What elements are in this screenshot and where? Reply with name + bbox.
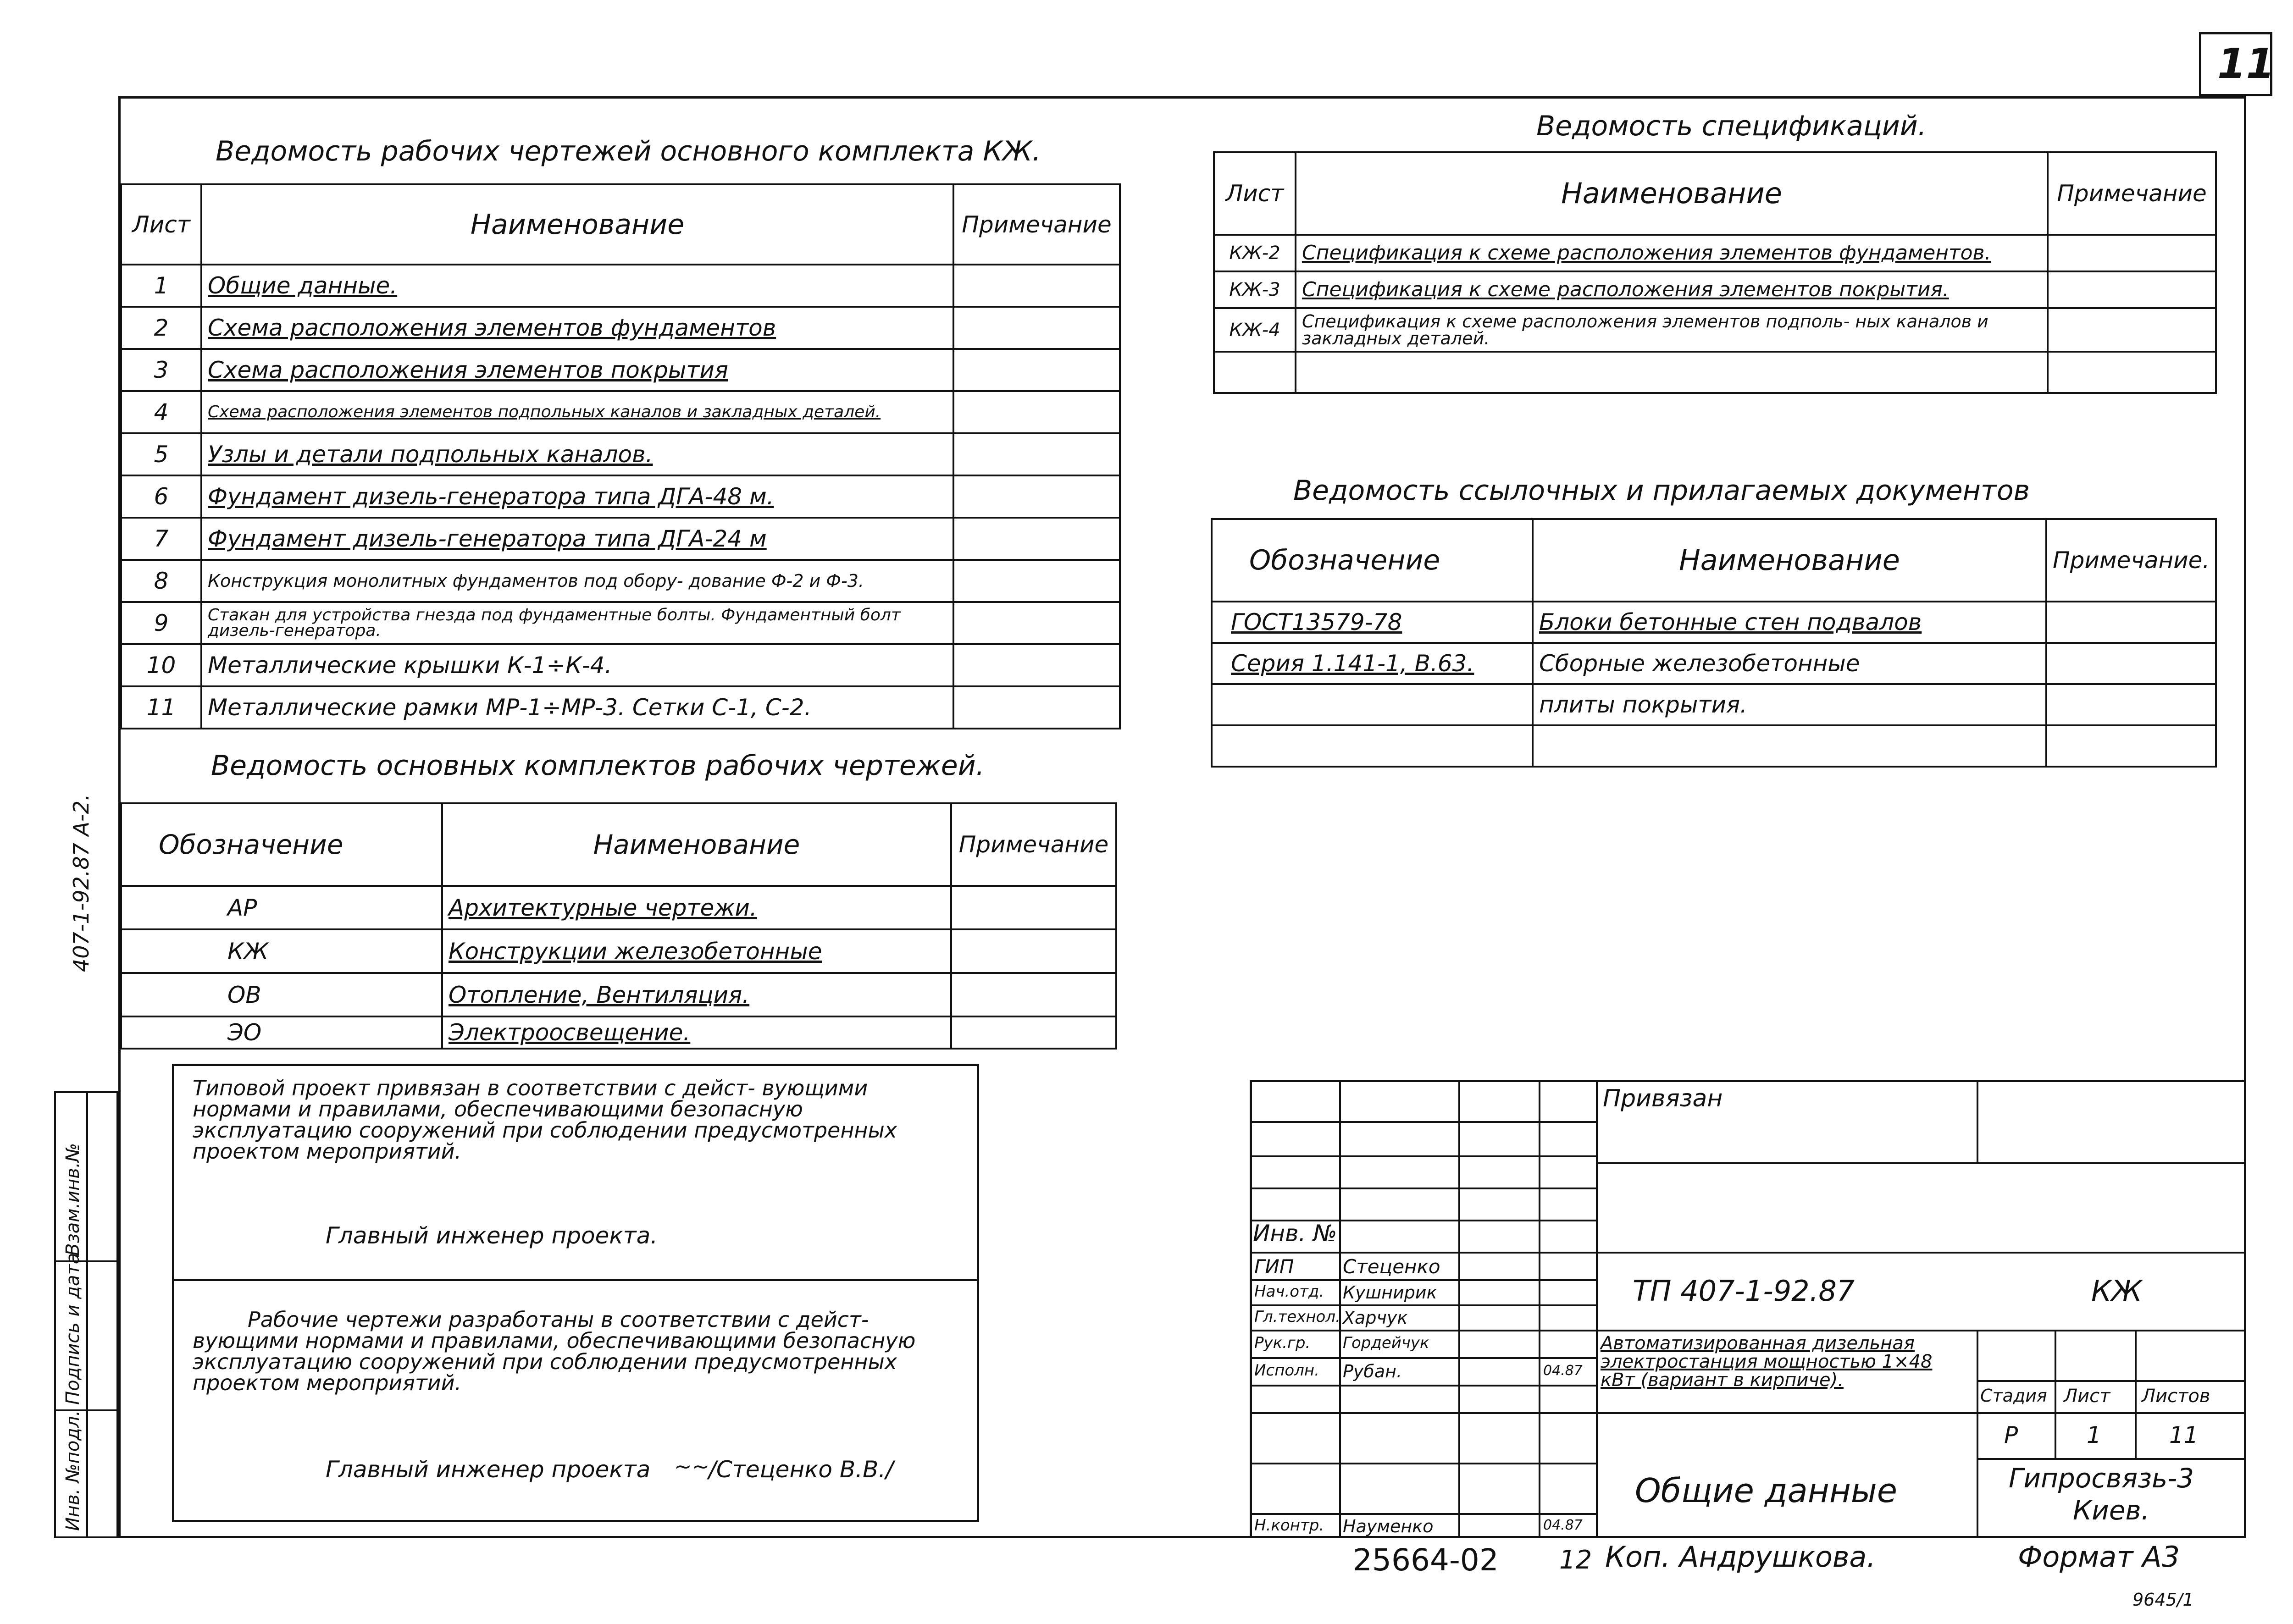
t1-h-name: Наименование [201, 184, 953, 265]
t1-row-note [953, 518, 1120, 560]
stamp-role-name: Рубан. [1343, 1361, 1402, 1381]
stamp-sheets-h: Листов [2142, 1386, 2210, 1407]
t4-row-name [1533, 725, 2046, 767]
stamp-inv: Инв. № [1253, 1220, 1337, 1247]
stamp-mark: КЖ [2091, 1274, 2142, 1308]
note2-sign: Главный инженер проекта [326, 1456, 651, 1483]
side-code: 407-1-92.87 А-2. [69, 794, 94, 972]
t3-h-name: Наименование [1296, 152, 2048, 235]
t4-row-name: Блоки бетонные стен подвалов [1533, 602, 2046, 643]
t3-row-sheet: КЖ-3 [1214, 271, 1296, 308]
t2-row-note [951, 929, 1116, 973]
t2-row-name: Конструкции железобетонные [442, 929, 951, 973]
t2-row-note [951, 886, 1116, 929]
t1-row-name: Конструкция монолитных фундаментов под обору- дование Ф-2 и Ф-3. [201, 560, 953, 602]
t3-row-name: Спецификация к схеме расположения элементов подполь- ных каналов и закладных деталей. [1296, 308, 2048, 352]
t1-row-note [953, 644, 1120, 686]
t4-row-name: Сборные железобетонные [1533, 643, 2046, 684]
t1-row-name: Узлы и детали подпольных каналов. [201, 433, 953, 475]
t1-row-sheet: 6 [121, 475, 201, 518]
t3-row-sheet [1214, 352, 1296, 393]
t3-row-name [1296, 352, 2048, 393]
strip-inv-podl: Инв. №подл. [62, 1410, 83, 1531]
t1-row-name: Металлические рамки МР-1÷МР-3. Сетки С-1, С-2. [201, 686, 953, 729]
t3-row-note [2048, 235, 2216, 271]
t1-row-sheet: 1 [121, 265, 201, 307]
t2-h-note: Примечание [951, 803, 1116, 886]
stamp-org2: Киев. [2073, 1495, 2150, 1526]
t4-h-name: Наименование [1533, 519, 2046, 602]
t4-table [1211, 518, 2217, 768]
t2-row-code: ЭО [121, 1016, 442, 1049]
t3-table [1213, 151, 2217, 394]
stamp-role: Исполн. [1254, 1361, 1319, 1380]
t1-row-name: Металлические крышки К-1÷К-4. [201, 644, 953, 686]
footer-order: 25664-02 [1353, 1542, 1499, 1578]
t2-row-name: Архитектурные чертежи. [442, 886, 951, 929]
t1-table [120, 183, 1121, 729]
t2-row-note [951, 973, 1116, 1016]
t4-row-code [1212, 684, 1533, 725]
t1-h-note: Примечание [953, 184, 1120, 265]
t4-h-code: Обозначение [1212, 519, 1533, 602]
t4-row-code [1212, 725, 1533, 767]
t3-row-note [2048, 352, 2216, 393]
stamp-sheet-h: Лист [2064, 1386, 2110, 1407]
t1-row-note [953, 602, 1120, 644]
t1-row-sheet: 11 [121, 686, 201, 729]
t3-row-sheet: КЖ-4 [1214, 308, 1296, 352]
stamp-role-name: Гордейчук [1343, 1334, 1429, 1352]
t1-row-sheet: 10 [121, 644, 201, 686]
note1-text: Типовой проект привязан в соответствии с дейст- вующими нормами и правилами, обеспечивающими безопасную эксплуатацию сооружений при соблюдении предусмотренных проектом мероприятий. [193, 1076, 897, 1164]
stamp-role-name: Науменко [1343, 1516, 1434, 1536]
stamp-org1: Гипросвязь-3 [2009, 1463, 2194, 1494]
t3-h-sheet: Лист [1214, 152, 1296, 235]
t1-row-note [953, 475, 1120, 518]
t3-h-note: Примечание [2048, 152, 2216, 235]
t1-row-note [953, 349, 1120, 391]
stamp-project: Автоматизированная дизельная электростанция мощностью 1×48 кВт (вариант в кирпиче). [1601, 1333, 1933, 1391]
t1-row-sheet: 2 [121, 307, 201, 349]
strip-podpis: Подпись и дата [62, 1253, 83, 1405]
t3-title: Ведомость спецификаций. [1536, 110, 1927, 142]
stamp-privyazan: Привязан [1603, 1085, 1723, 1112]
t1-h-sheet: Лист [121, 184, 201, 265]
t4-row-code: Серия 1.141-1, В.63. [1212, 643, 1533, 684]
stamp-role-name: Стеценко [1343, 1255, 1440, 1278]
t1-row-note [953, 391, 1120, 433]
t3-row-sheet: КЖ-2 [1214, 235, 1296, 271]
note1-sign: Главный инженер проекта. [326, 1222, 658, 1249]
t2-row-code: КЖ [121, 929, 442, 973]
note2-text: Рабочие чертежи разработаны в соответствии с дейст- вующими нормами и правилами, обеспечивающими безопасную эксплуатацию сооружений при соблюдении предусмотренных проектом мероприятий. [193, 1307, 916, 1395]
t4-row-name: плиты покрытия. [1533, 684, 2046, 725]
stamp-code: ТП 407-1-92.87 [1633, 1274, 1855, 1308]
stamp-role-name: Кушнирик [1343, 1282, 1437, 1303]
t1-row-sheet: 4 [121, 391, 201, 433]
footer-stamp-no: 9645/1 [2132, 1590, 2194, 1610]
note2-name: /Стеценко В.В./ [709, 1456, 894, 1483]
t4-h-note: Примечание. [2046, 519, 2216, 602]
t1-row-sheet: 8 [121, 560, 201, 602]
stamp-role: ГИП [1254, 1255, 1294, 1278]
footer-format: Формат А3 [2018, 1540, 2180, 1574]
t3-row-name: Спецификация к схеме расположения элементов фундаментов. [1296, 235, 2048, 271]
t1-row-note [953, 686, 1120, 729]
stamp-role: Рук.гр. [1254, 1334, 1311, 1352]
stamp-sheets: 11 [2169, 1422, 2199, 1448]
t1-row-note [953, 433, 1120, 475]
t1-row-note [953, 307, 1120, 349]
strip-vzam: Взам.инв.№ [62, 1143, 83, 1256]
t1-title: Ведомость рабочих чертежей основного комплекта КЖ. [216, 135, 1041, 167]
t2-row-note [951, 1016, 1116, 1049]
t2-table [120, 802, 1117, 1050]
stamp-role-date: 04.87 [1543, 1517, 1583, 1533]
t1-row-name: Фундамент дизель-генератора типа ДГА-24 м [201, 518, 953, 560]
t2-row-code: ОВ [121, 973, 442, 1016]
t1-row-name: Стакан для устройства гнезда под фундаментные болты. Фундаментный болт дизель-генератора. [201, 602, 953, 644]
t1-row-name: Общие данные. [201, 265, 953, 307]
t1-row-sheet: 7 [121, 518, 201, 560]
t4-row-note [2046, 602, 2216, 643]
t3-row-note [2048, 308, 2216, 352]
t1-row-name: Фундамент дизель-генератора типа ДГА-48 м. [201, 475, 953, 518]
t4-title: Ведомость ссылочных и прилагаемых документов [1293, 475, 2030, 507]
stamp-role-date: 04.87 [1543, 1363, 1583, 1379]
t1-row-name: Схема расположения элементов фундаментов [201, 307, 953, 349]
t1-row-name: Схема расположения элементов покрытия [201, 349, 953, 391]
signature-mark: ~~ [674, 1454, 710, 1479]
t4-row-code: ГОСТ13579-78 [1212, 602, 1533, 643]
t1-row-sheet: 3 [121, 349, 201, 391]
stamp-role: Нач.отд. [1254, 1282, 1324, 1301]
t4-row-note [2046, 684, 2216, 725]
t1-row-name: Схема расположения элементов подпольных каналов и закладных деталей. [201, 391, 953, 433]
stamp-stage: Р [2004, 1422, 2018, 1448]
stamp-sheet-title: Общие данные [1635, 1471, 1898, 1510]
t2-h-code: Обозначение [121, 803, 442, 886]
t2-row-code: АР [121, 886, 442, 929]
stamp-stage-h: Стадия [1980, 1386, 2047, 1406]
t2-row-name: Отопление, Вентиляция. [442, 973, 951, 1016]
t1-row-note [953, 560, 1120, 602]
t1-row-note [953, 265, 1120, 307]
t4-row-note [2046, 725, 2216, 767]
footer-copied-by: Коп. Андрушкова. [1605, 1540, 1876, 1574]
t3-row-note [2048, 271, 2216, 308]
t1-row-sheet: 5 [121, 433, 201, 475]
t2-h-name: Наименование [442, 803, 951, 886]
stamp-sheet: 1 [2087, 1422, 2101, 1448]
t2-title: Ведомость основных комплектов рабочих чертежей. [211, 750, 985, 782]
footer-copy-no: 12 [1559, 1545, 1592, 1575]
stamp-role-name: Харчук [1343, 1308, 1408, 1328]
t3-row-name: Спецификация к схеме расположения элементов покрытия. [1296, 271, 2048, 308]
page-number: 11 [2217, 40, 2275, 88]
stamp-role: Н.контр. [1254, 1516, 1324, 1535]
t2-row-name: Электроосвещение. [442, 1016, 951, 1049]
t1-row-sheet: 9 [121, 602, 201, 644]
stamp-role: Гл.технол. [1254, 1308, 1340, 1326]
left-strip [54, 1091, 118, 1538]
t4-row-note [2046, 643, 2216, 684]
